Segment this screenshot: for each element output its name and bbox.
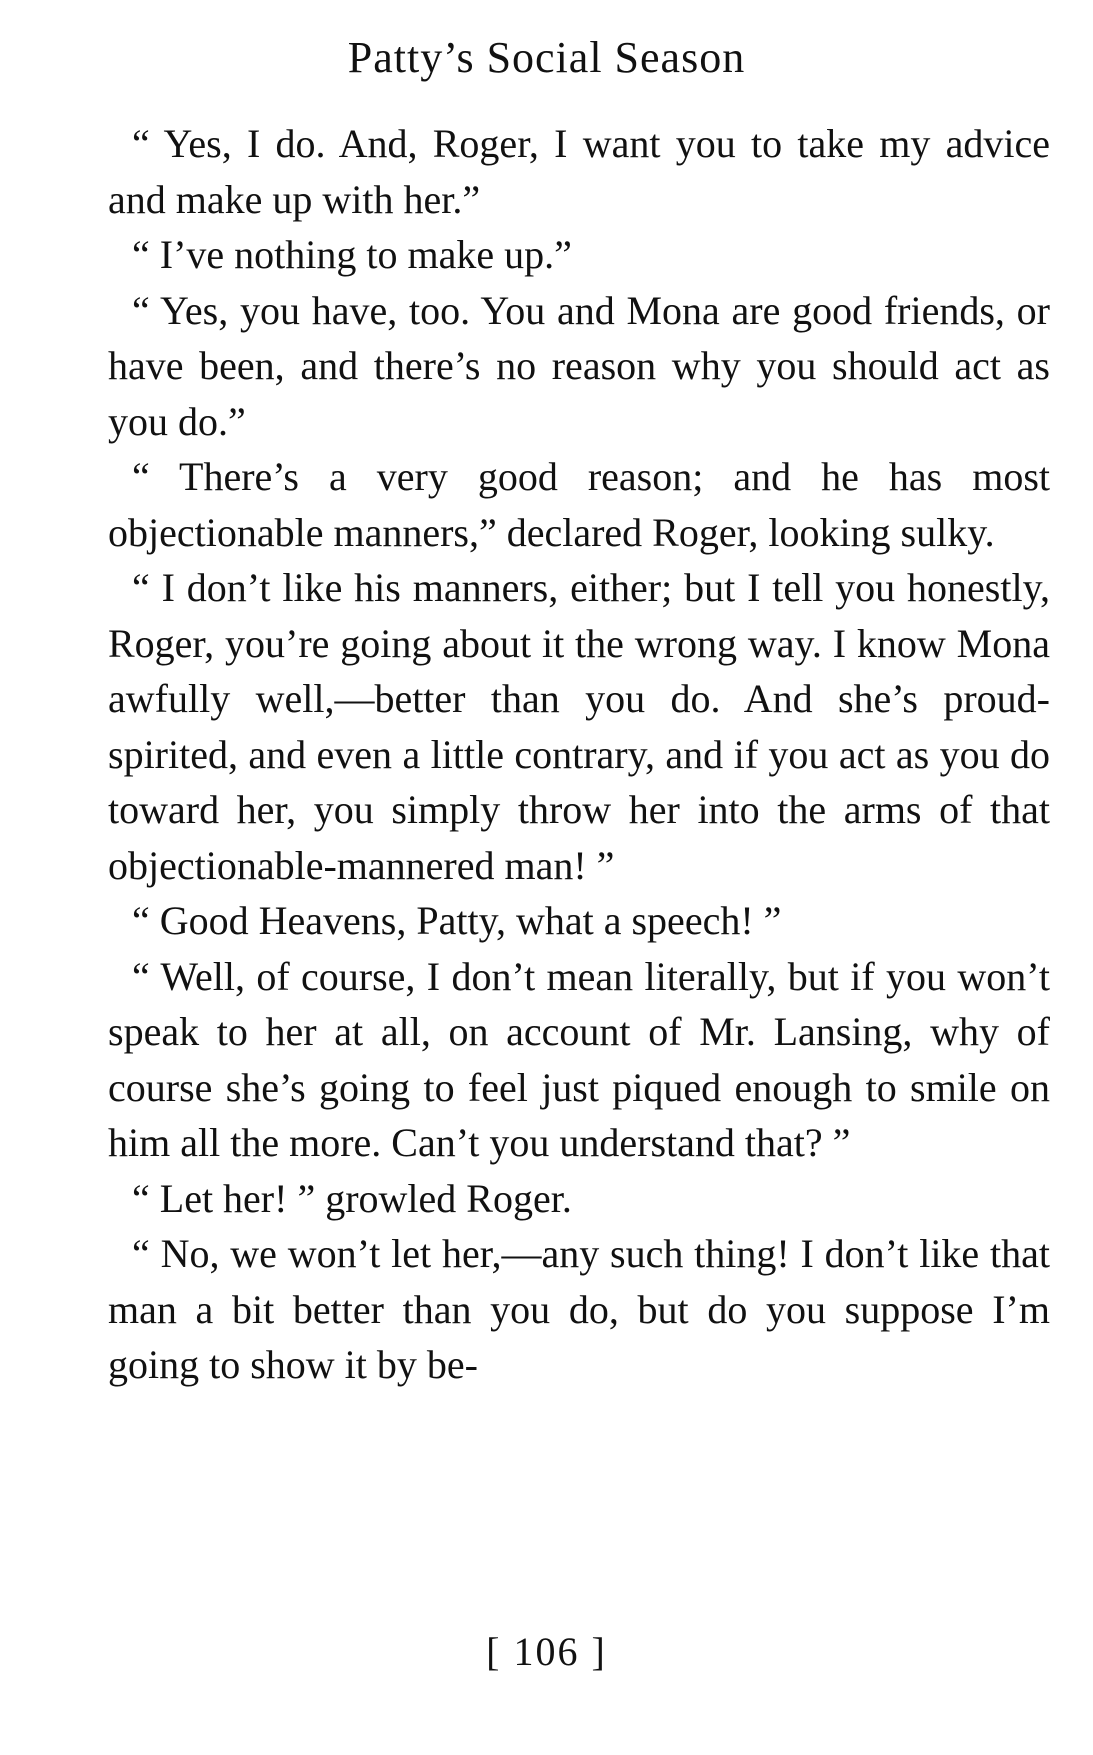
paragraph-2: “ I’ve nothing to make up.” bbox=[132, 232, 572, 277]
body-text bbox=[108, 116, 1050, 1393]
paragraph-7: “ Well, of course, I don’t mean literally, but if you won’t speak to her at all, on account of Mr. Lansing, why of course she’s going to feel just piqued enough to smile on him all the more. Can’t you understand that? ” bbox=[108, 953, 1050, 1165]
paragraph-3: “ Yes, you have, too. You and Mona are good friends, or have been, and there’s no reason why you should act as you do.” bbox=[108, 287, 1050, 444]
paragraph-1: “ Yes, I do. And, Roger, I want you to take my advice and make up with her.” bbox=[108, 121, 1050, 222]
page-number: [ 106 ] bbox=[486, 1629, 607, 1674]
running-head: Patty’s Social Season bbox=[347, 33, 746, 82]
paragraph-8: “ Let her! ” growled Roger. bbox=[132, 1175, 572, 1221]
paragraph-9: “ No, we won’t let her,—any such thing! I don’t like that man a bit better than you do, but do you suppose I’m going to show it by be- bbox=[108, 1231, 1050, 1387]
paragraph-4: “ There’s a very good reason; and he has most objectionable manners,” declared Roger, looking sulky. bbox=[108, 454, 1050, 555]
paragraph-5: “ I don’t like his manners, either; but I tell you honestly, Roger, you’re going about it the wrong way. I know Mona awfully well,—better than you do. And she’s proud-spirited, and even a little contrary, and if you act as you do toward her, you simply throw her into the arms of that objectionable-mannered man! ” bbox=[108, 565, 1050, 888]
paragraph-6: “ Good Heavens, Patty, what a speech! ” bbox=[132, 898, 782, 943]
